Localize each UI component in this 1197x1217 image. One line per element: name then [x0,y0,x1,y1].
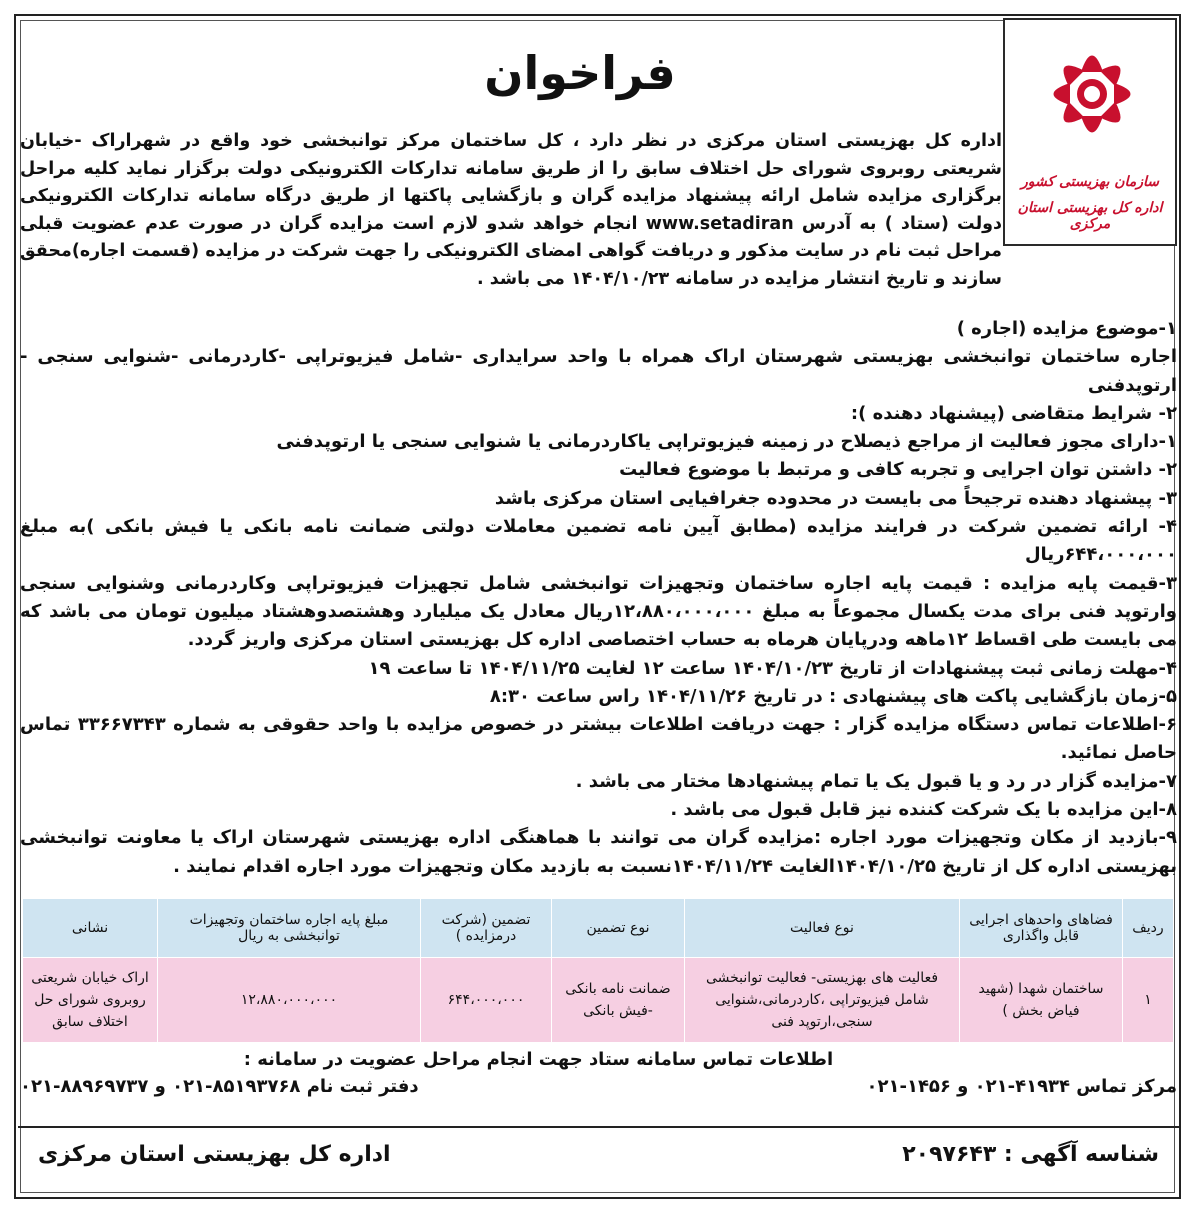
table-header-cell: نشانی [23,899,158,958]
table-cell: اراک خیابان شریعتی روبروی شورای حل اختلاف سابق [23,958,158,1043]
logo-org-line1: سازمان بهزیستی کشور [1020,174,1160,190]
table-header-cell: تضمین (شرکت درمزایده ) [421,899,552,958]
footer-bar [18,1126,1179,1180]
condition-item: ۳- پیشنهاد دهنده ترجیحاً می بایست در محدوده جغرافیایی استان مرکزی باشد [494,487,1177,509]
contacts-section [20,1046,1177,1100]
table-header-cell: نوع فعالیت [685,899,960,958]
table-cell: ۱۲،۸۸۰،۰۰۰،۰۰۰ [158,958,421,1043]
opening-time: ۵-زمان بازگشایی پاکت های پیشنهادی : در تاریخ ۱۴۰۴/۱۱/۲۶ راس ساعت ۸:۳۰ [489,685,1177,707]
ad-id: شناسه آگهی : ۲۰۹۷۶۴۳ [902,1141,1159,1167]
submission-deadline: ۴-مهلت زمانی ثبت پیشنهادات از تاریخ ۱۴۰۴/۱۰/۲۳ ساعت ۱۲ لغایت ۱۴۰۴/۱۱/۲۵ تا ساعت ۱۹ [368,657,1177,679]
table-cell: ۱ [1123,958,1174,1043]
registration-office-numbers: دفتر ثبت نام ۸۵۱۹۳۷۶۸-۰۲۱ و ۸۸۹۶۹۷۳۷-۰۲۱ [20,1076,419,1097]
logo-org-line2: اداره کل بهزیستی استان مرکزی [1017,200,1163,232]
notice-body [20,315,1177,881]
subject-text: اجاره ساختمان توانبخشی بهزیستی شهرستان اراک همراه با واحد سرایداری -شامل فیزیوتراپی -کاردرمانی -شنوایی سنجی - ارتوپدفنی [20,346,1177,396]
table-cell: فعالیت های بهزیستی- فعالیت توانبخشی شامل فیزیوتراپی ،کاردرمانی،شنوایی سنجی،ارتوپد فنی [685,958,960,1043]
rejection-right-text: ۷-مزایده گزار در رد و یا قبول یک یا تمام پیشنهادها مختار می باشد . [575,770,1177,792]
table-cell: ضمانت نامه بانکی -فیش بانکی [552,958,685,1043]
flower-logo-icon [1032,34,1152,164]
call-center-numbers: مرکز تماس ۴۱۹۳۴-۰۲۱ و ۱۴۵۶-۰۲۱ [866,1076,1177,1097]
contacts-heading: اطلاعات تماس سامانه ستاد جهت انجام مراحل عضویت در سامانه : [243,1049,834,1070]
table-header-row [23,899,1174,958]
logo-box [1003,18,1177,246]
table-header-cell: مبلغ پایه اجاره ساختمان وتجهیزات توانبخشی به ریال [158,899,421,958]
single-bidder-text: ۸-این مزایده با یک شرکت کننده نیز قابل قبول می باشد . [670,799,1177,821]
condition-item: ۴- ارائه تضمین شرکت در فرایند مزایده (مطابق آیین نامه تضمین معاملات دولتی ضمانت نامه بانکی یا فیش بانکی )به مبلغ ۶۴۴،۰۰۰،۰۰۰ریال [20,516,1177,566]
condition-item: ۲- داشتن توان اجرایی و تجربه کافی و مرتبط با موضوع فعالیت [619,459,1177,481]
subject-heading: ۱-موضوع مزایده (اجاره ) [956,318,1177,339]
table-cell: ساختمان شهدا (شهید فیاض بخش ) [960,958,1123,1043]
table-row [23,958,1174,1043]
contact-info-text: ۶-اطلاعات تماس دستگاه مزایده گزار : جهت دریافت اطلاعات بیشتر در خصوص مزایده با واحد حقوقی به شماره ۳۳۶۶۷۳۴۳ تماس حاصل نمائید. [20,714,1177,764]
base-price-text: ۳-قیمت پایه مزایده : قیمت پایه اجاره ساختمان وتجهیزات توانبخشی شامل تجهیزات فیزیوتراپی وکاردرمانی وشنوایی سنجی وارتوپد فنی برای مدت یکسال مجموعاً به مبلغ ۱۲،۸۸۰،۰۰۰،۰۰۰ریال معادل یک میلیارد وهشتصدوهشتاد میلیون تومان می باشد که می بایست طی اقساط ۱۲ماهه ودرپایان هرماه به حساب اختصاصی اداره کل بهزیستی استان مرکزی واریز گردد. [20,572,1177,651]
notice-title: فراخوان [484,46,676,100]
contacts-row [20,1073,1177,1100]
condition-item: ۱-دارای مجوز فعالیت از مراجع ذیصلاح در زمینه فیزیوتراپی یاکاردرمانی یا شنوایی سنجی یا ارتوپدفنی [276,431,1177,453]
visit-text: ۹-بازدید از مکان وتجهیزات مورد اجاره :مزایده گران می توانند با هماهنگی اداره بهزیستی شهرستان اراک یا معاونت توانبخشی بهزیستی اداره کل از تاریخ ۱۴۰۴/۱۰/۲۵الغایت ۱۴۰۴/۱۱/۲۴نسبت به بازدید مکان وتجهیزات مورد اجاره اقدام نمایند . [20,827,1177,877]
table-header-cell: ردیف [1123,899,1174,958]
table-header-cell: فضاهای واحدهای اجرایی قابل واگذاری [960,899,1123,958]
intro-paragraph: اداره کل بهزیستی استان مرکزی در نظر دارد ، کل ساختمان مرکز توانبخشی خود واقع در شهراراک -خیابان شریعتی روبروی شورای حل اختلاف سابق را از طریق سامانه تدارکات الکترونیکی دولت برگزار نماید کلیه مراحل برگزاری مزایده شامل ارائه پیشنهاد مزایده گران و بازگشایی پاکتها از طریق درگاه سامانه تدارکات الکترونیکی دولت (ستاد ) به آدرس www.setadiran انجام خواهد شدو لازم است مزایده گران در صورت عدم عضویت قبلی مراحل ثبت نام در سایت مذکور و دریافت گواهی امضای الکترونیکی را جهت شرکت در مزایده (قسمت اجاره)محقق سازند و تاریخ انتشار مزایده در سامانه ۱۴۰۴/۱۰/۲۳ می باشد . [20,131,1002,289]
conditions-heading: ۲- شرایط متقاضی (پیشنهاد دهنده ): [850,402,1177,424]
table-header-cell: نوع تضمین [552,899,685,958]
footer-org: اداره کل بهزیستی استان مرکزی [38,1141,391,1167]
auction-table [22,898,1174,1043]
table-cell: ۶۴۴،۰۰۰،۰۰۰ [421,958,552,1043]
